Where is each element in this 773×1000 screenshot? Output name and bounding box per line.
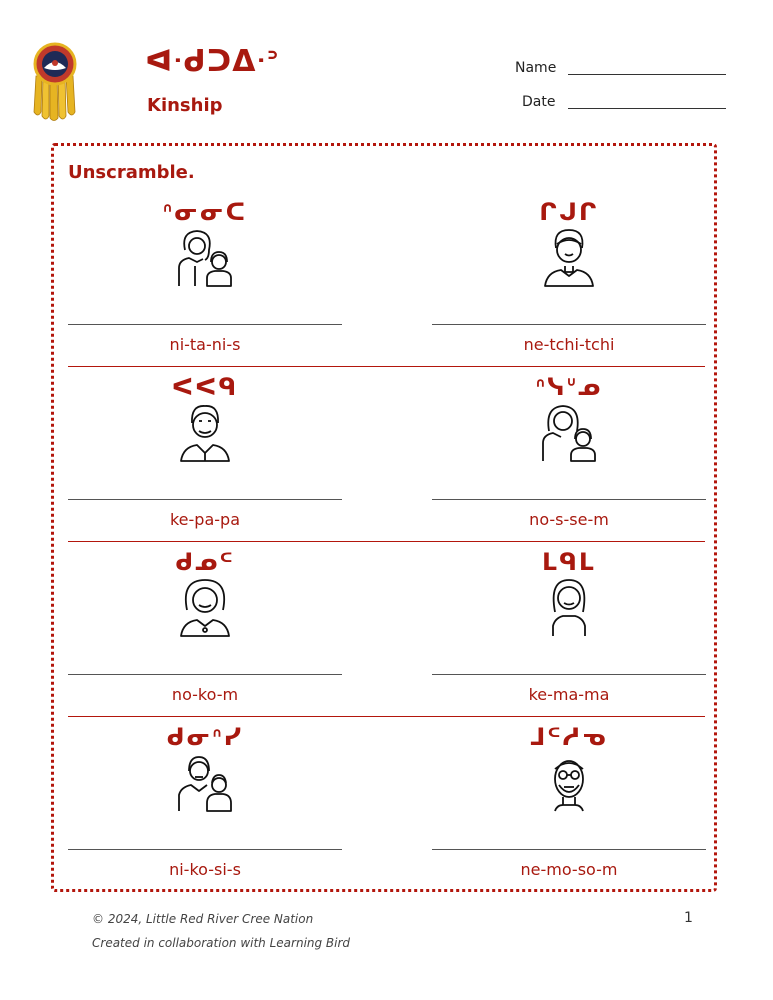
answer-line[interactable] xyxy=(432,499,706,500)
answer-line[interactable] xyxy=(68,849,342,850)
scrambled-word: ᒪᑫᒪ xyxy=(542,548,596,576)
mother-icon xyxy=(539,576,599,638)
grandmother-icon xyxy=(175,576,235,638)
name-label: Name xyxy=(515,60,557,76)
answer-line[interactable] xyxy=(432,849,706,850)
date-field[interactable] xyxy=(568,108,726,109)
pronunciation-hint: ni-ta-ni-s xyxy=(169,335,241,354)
row-divider xyxy=(68,541,705,542)
father-and-son-icon xyxy=(175,751,235,813)
scrambled-word: ᐢᓭᐡᓄ xyxy=(535,373,603,401)
pronunciation-hint: ne-tchi-tchi xyxy=(523,335,615,354)
page-number: 1 xyxy=(684,910,693,926)
scrambled-word: ᐸᐸᑫ xyxy=(171,373,239,401)
worksheet-title: Kinship xyxy=(147,95,223,116)
pronunciation-hint: ni-ko-si-s xyxy=(169,860,241,879)
name-field[interactable] xyxy=(568,74,726,75)
worksheet-title-syllabics: ᐊᐧᑯᑐᐃᐧᐣ xyxy=(145,44,280,79)
young-man-icon xyxy=(539,226,599,288)
pronunciation-hint: no-ko-m xyxy=(171,685,239,704)
instructions: Unscramble. xyxy=(68,162,195,183)
answer-line[interactable] xyxy=(432,674,706,675)
scrambled-word: ᑯᓂᐢᓯ xyxy=(166,723,244,751)
grandfather-icon xyxy=(539,751,599,813)
mother-and-daughter-icon xyxy=(175,226,235,288)
pronunciation-hint: ke-ma-ma xyxy=(528,685,610,704)
credit-line: Created in collaboration with Learning Bird xyxy=(92,936,351,950)
answer-line[interactable] xyxy=(68,674,342,675)
answer-line[interactable] xyxy=(68,499,342,500)
father-icon xyxy=(175,401,235,463)
pronunciation-hint: ke-pa-pa xyxy=(169,510,240,529)
answer-line[interactable] xyxy=(432,324,706,325)
date-label: Date xyxy=(522,94,556,110)
scrambled-word: ᑯᓄᒼ xyxy=(175,548,235,576)
scrambled-word: ᒧᒼᓱᓀ xyxy=(530,723,608,751)
woman-with-child-icon xyxy=(539,401,599,463)
pronunciation-hint: ne-mo-so-m xyxy=(520,860,618,879)
copyright-notice: © 2024, Little Red River Cree Nation xyxy=(92,912,314,926)
pronunciation-hint: no-s-se-m xyxy=(529,510,609,529)
row-divider xyxy=(68,366,705,367)
scrambled-word: ᐢᓂᓂᑕ xyxy=(162,198,248,226)
nation-logo xyxy=(30,42,80,122)
scrambled-word: ᒋᒍᒋ xyxy=(539,198,599,226)
answer-line[interactable] xyxy=(68,324,342,325)
row-divider xyxy=(68,716,705,717)
